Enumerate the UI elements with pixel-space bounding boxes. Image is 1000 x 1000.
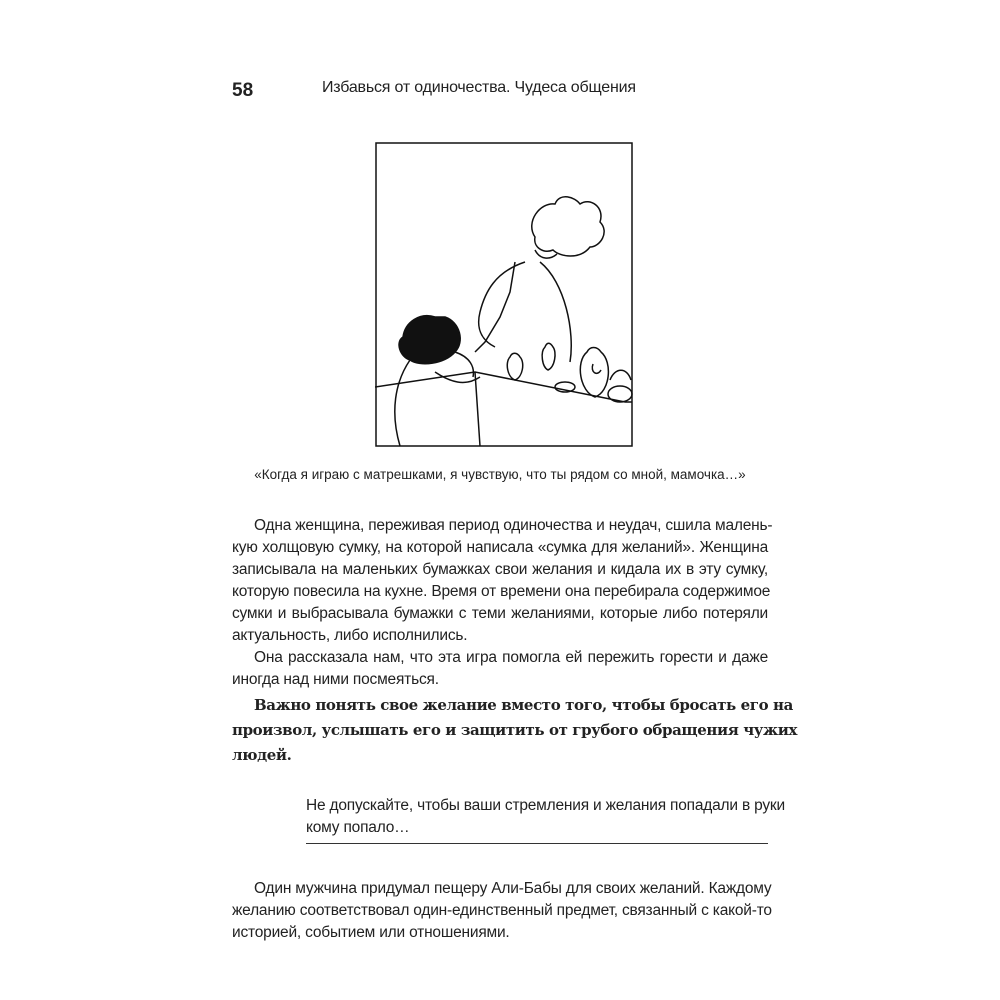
body-line: историей, событием или отношениями. — [232, 924, 510, 941]
body-line: сумки и выбрасывала бумажки с теми желаниями, которые либо потеряли — [232, 605, 768, 622]
body-line: актуальность, либо исполнились. — [232, 627, 468, 644]
body-line: записывала на маленьких бумажках свои желания и кидала их в эту сумку, — [232, 561, 768, 578]
body-line: которую повесила на кухне. Время от времени она перебирала содержимое — [232, 583, 771, 600]
page-number: 58 — [232, 80, 254, 101]
body-line: желанию соответствовал один-единственный предмет, связанный с какой-то — [232, 902, 772, 919]
highlight-line: произвол, услышать его и защитить от грубого обращения чужих — [232, 721, 798, 739]
illustration-caption: «Когда я играю с матрешками, я чувствую, что ты рядом со мной, мамочка…» — [254, 467, 746, 482]
body-line: Одна женщина, переживая период одиночества и неудач, сшила малень- — [254, 517, 773, 534]
body-line: Один мужчина придумал пещеру Али-Бабы для своих желаний. Каждому — [254, 880, 772, 897]
quote-line: Не допускайте, чтобы ваши стремления и желания попадали в руки — [306, 797, 785, 814]
body-line: кую холщовую сумку, на которой написала «сумка для желаний». Женщина — [232, 539, 768, 556]
body-line: Она рассказала нам, что эта игра помогла ей пережить горести и даже — [254, 649, 768, 666]
quote-line: кому попало… — [306, 819, 410, 836]
quote-rule — [306, 843, 768, 844]
highlight-line: людей. — [232, 746, 292, 764]
body-line: иногда над ними посмеяться. — [232, 671, 439, 688]
illustration-mother-child-matryoshkas — [375, 142, 633, 447]
highlight-line: Важно понять свое желание вместо того, чтобы бросать его на — [254, 696, 793, 714]
running-title: Избавься от одиночества. Чудеса общения — [322, 79, 636, 96]
